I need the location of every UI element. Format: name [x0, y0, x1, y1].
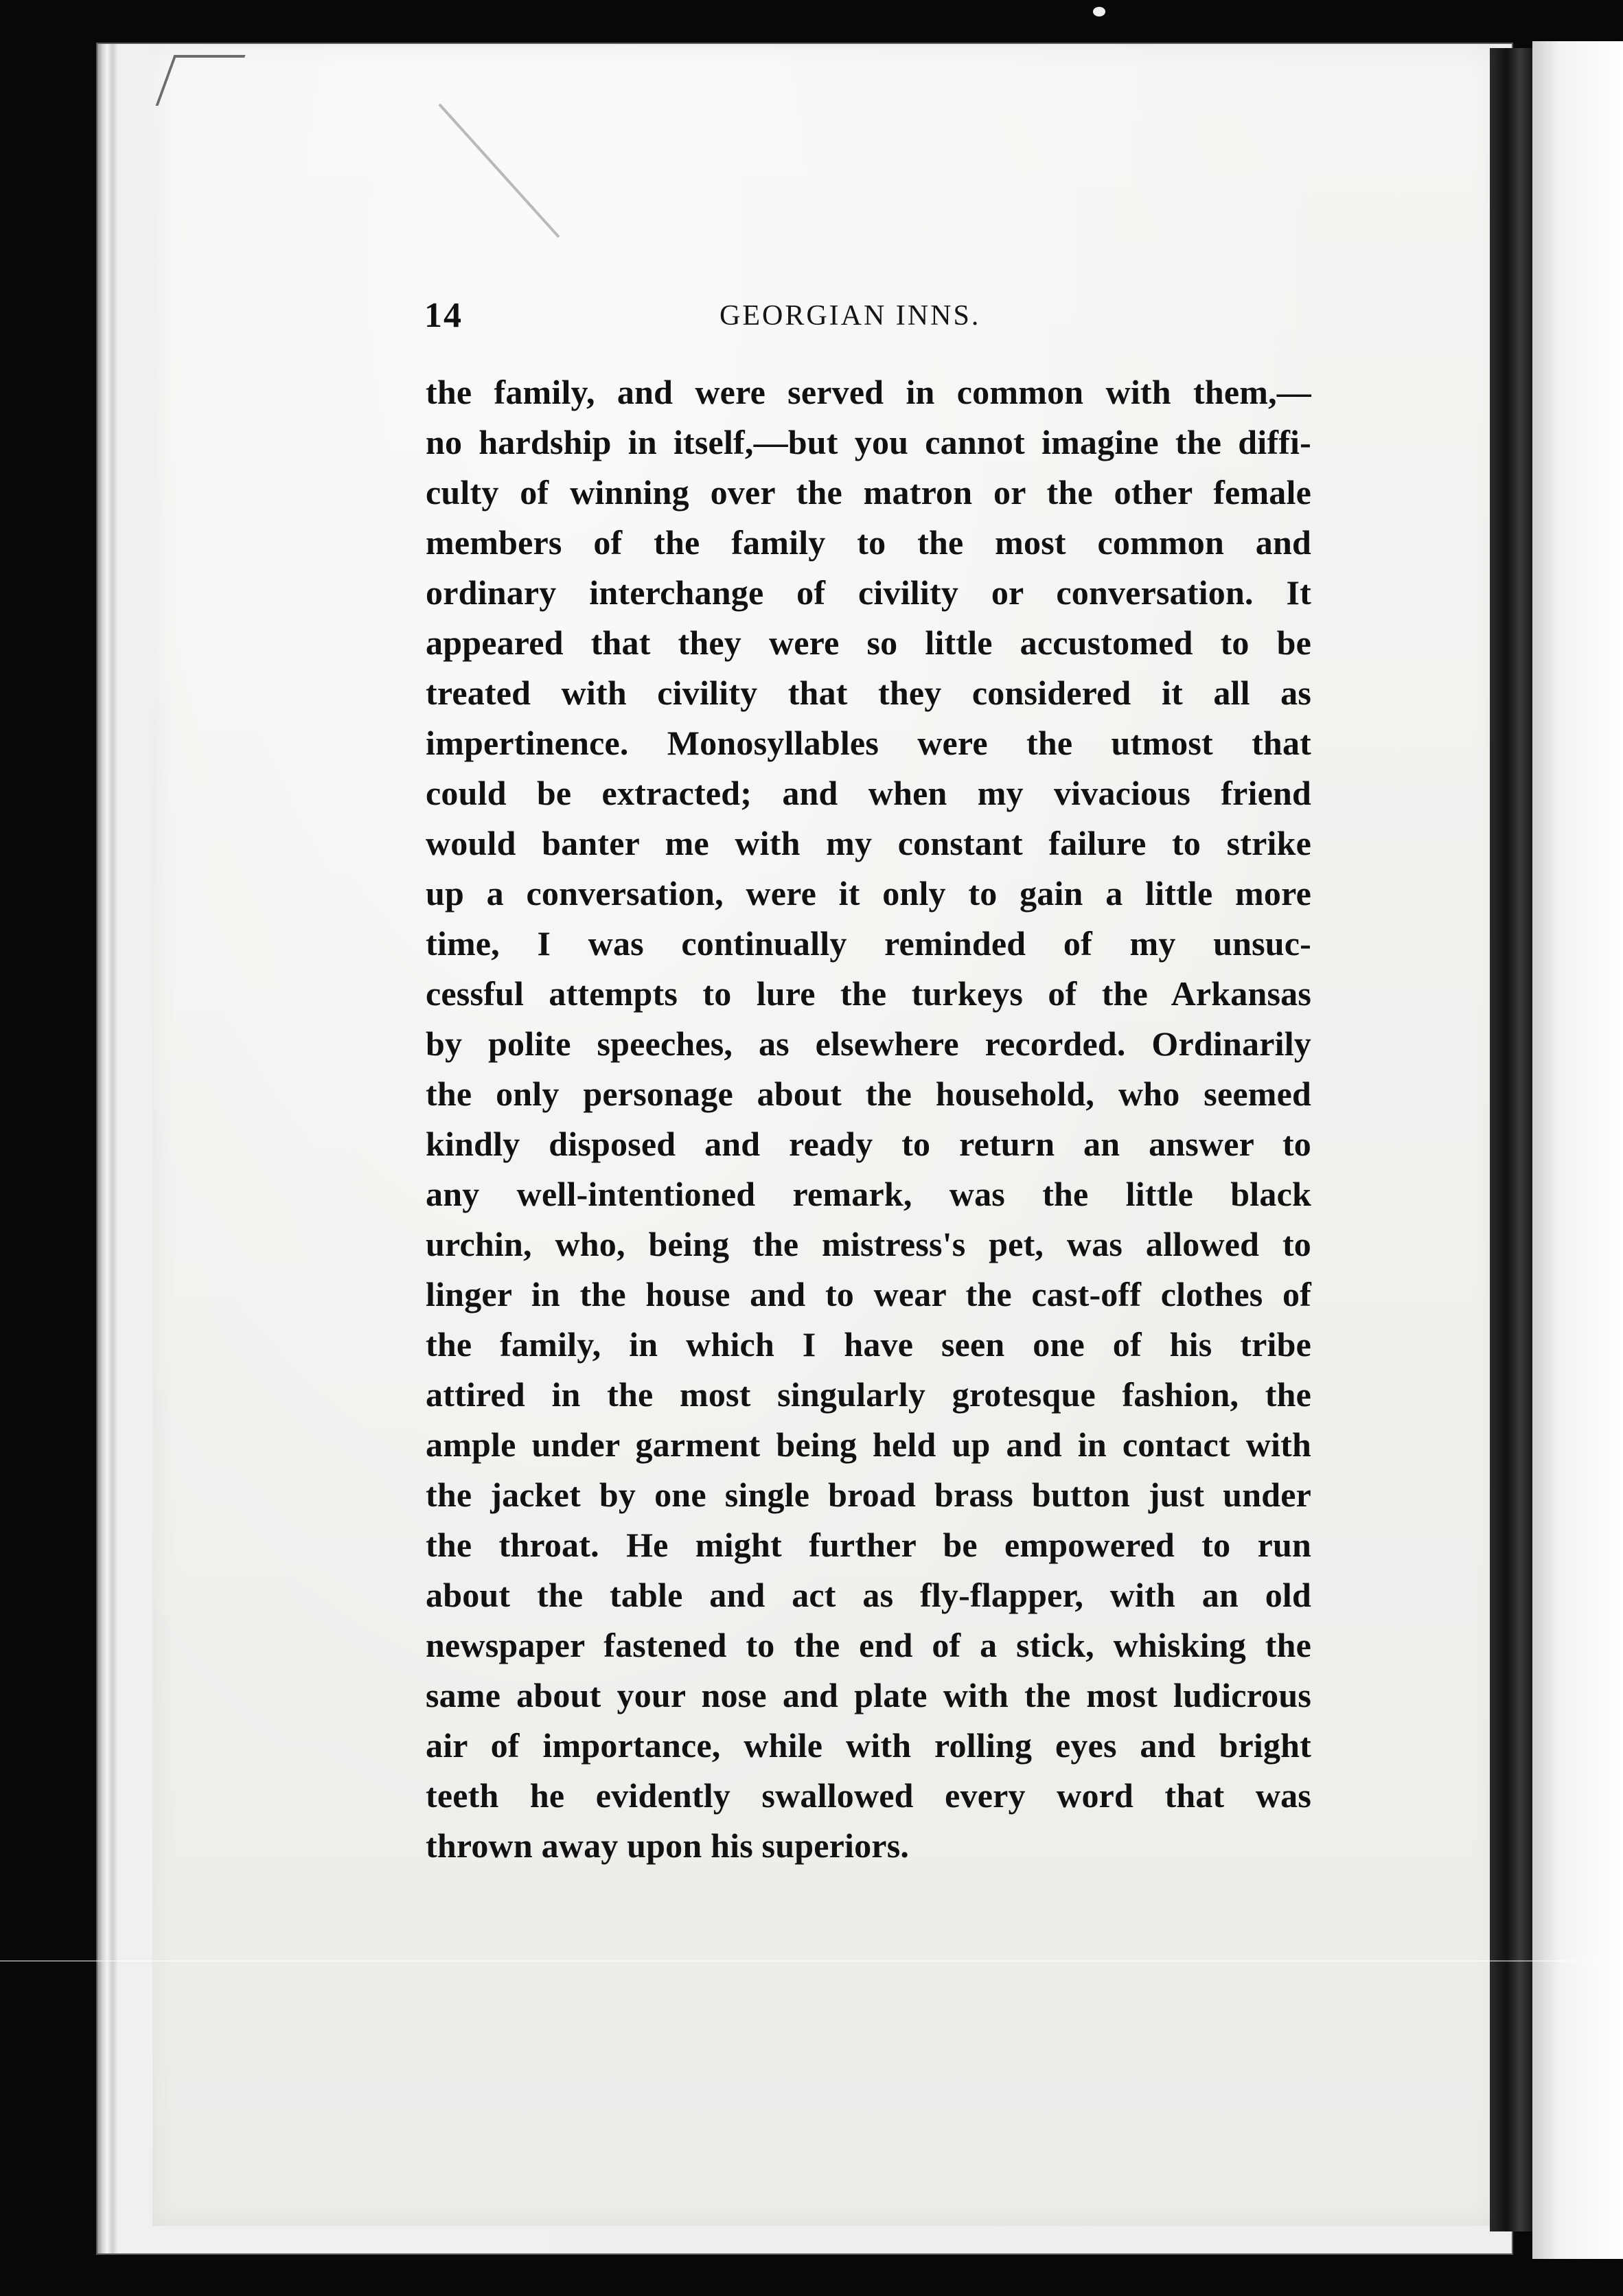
text-line: urchin, who, being the mistress's pet, was allowed to: [426, 1225, 1311, 1263]
text-line: same about your nose and plate with the most ludicrous: [426, 1676, 1311, 1714]
text-line: cessful attempts to lure the turkeys of the Arkansas: [426, 974, 1311, 1013]
text-line: linger in the house and to wear the cast-off clothes of: [426, 1275, 1311, 1313]
text-line: the jacket by one single broad brass button just under: [426, 1476, 1311, 1514]
text-line: time, I was continually reminded of my unsuc-: [426, 924, 1311, 963]
text-line: appeared that they were so little accustomed to be: [426, 623, 1311, 662]
text-line: kindly disposed and ready to return an answer to: [426, 1125, 1311, 1163]
text-line: impertinence. Monosyllables were the utmost that: [426, 724, 1311, 762]
text-line: ample under garment being held up and in contact with: [426, 1425, 1311, 1464]
text-line: teeth he evidently swallowed every word that was: [426, 1776, 1311, 1815]
page-number: 14: [424, 296, 463, 335]
text-line-last: thrown away upon his superiors.: [426, 1826, 910, 1865]
text-line: up a conversation, were it only to gain a little more: [426, 874, 1311, 912]
text-line: newspaper fastened to the end of a stick, whisking the: [426, 1626, 1311, 1664]
scan-speck: [1093, 7, 1105, 16]
text-line: the family, in which I have seen one of his tribe: [426, 1325, 1311, 1364]
text-line: could be extracted; and when my vivacious friend: [426, 774, 1311, 812]
text-line: would banter me with my constant failure to strike: [426, 824, 1311, 862]
scan-artifact-line: [0, 1960, 1623, 1962]
running-head: GEORGIAN INNS.: [720, 300, 981, 332]
text-line: about the table and act as fly-flapper, with an old: [426, 1576, 1311, 1614]
text-line: attired in the most singularly grotesque fashion, the: [426, 1375, 1311, 1414]
text-line: the throat. He might further be empowered to run: [426, 1526, 1311, 1564]
text-line: the family, and were served in common with them,—: [426, 373, 1311, 411]
page-header: [424, 295, 1289, 343]
text-line: culty of winning over the matron or the other female: [426, 473, 1311, 512]
text-line: by polite speeches, as elsewhere recorded. Ordinarily: [426, 1024, 1311, 1063]
text-line: members of the family to the most common and: [426, 523, 1311, 562]
body-text: [426, 367, 1311, 1871]
text-line: treated with civility that they considered it all as: [426, 674, 1311, 712]
book-gutter: [1490, 48, 1532, 2231]
text-line: any well-intentioned remark, was the little black: [426, 1175, 1311, 1213]
text-line: the only personage about the household, who seemed: [426, 1075, 1311, 1113]
text-line: ordinary interchange of civility or conversation. It: [426, 573, 1311, 612]
facing-page-edge: [1532, 41, 1623, 2259]
text-line: no hardship in itself,—but you cannot imagine the diffi-: [426, 423, 1311, 461]
text-line: air of importance, while with rolling eyes and bright: [426, 1726, 1311, 1765]
